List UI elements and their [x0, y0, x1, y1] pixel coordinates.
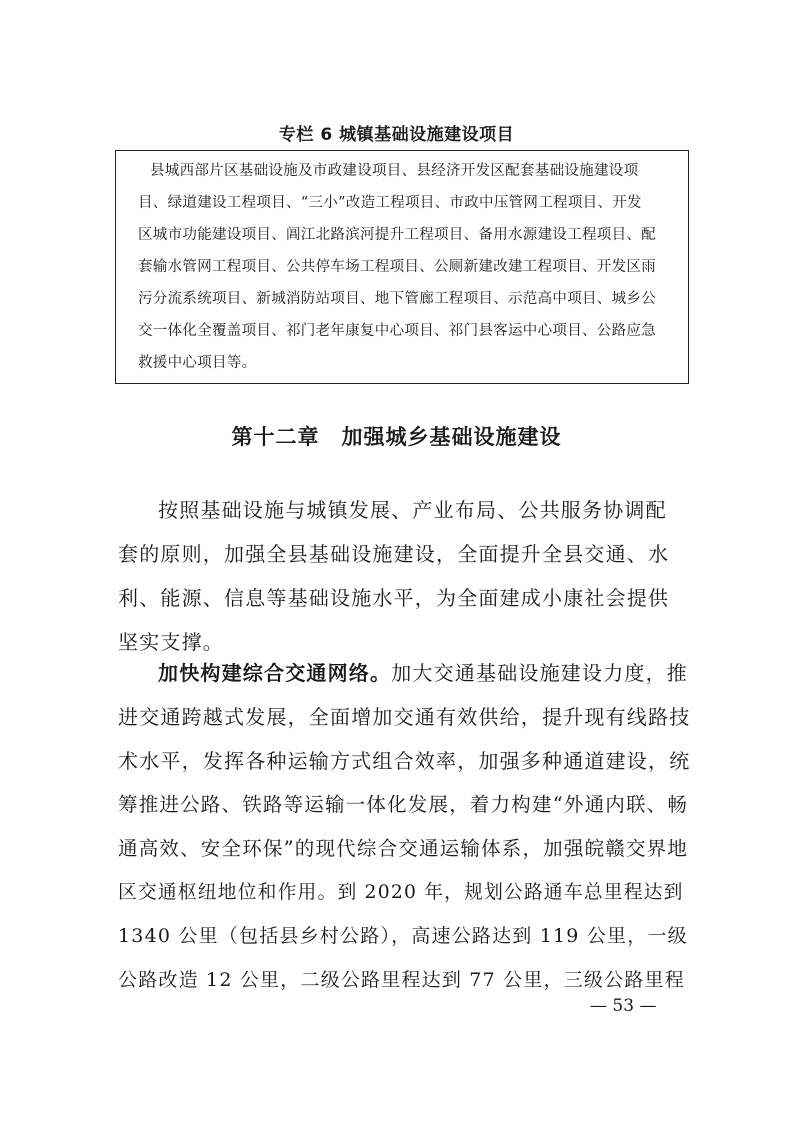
paragraph-line: 筹推进公路、铁路等运输一体化发展，着力构建“外通内联、畅 — [118, 793, 689, 816]
project-box — [115, 150, 689, 384]
section-lead: 加快构建综合交通网络。 — [158, 661, 392, 685]
page-number: — 53 — — [590, 996, 657, 1016]
paragraph-line: 术水平，发挥各种运输方式组合效率，加强多种通道建设，统 — [118, 749, 691, 773]
paragraph-line: 通高效、安全环保”的现代综合交通运输体系，加强皖赣交界地 — [118, 837, 689, 860]
paragraph-line: 坚实支撑。 — [118, 630, 224, 654]
box-line: 区城市功能建设项目、阊江北路滨河提升工程项目、备用水源建设工程项目、配 — [138, 227, 656, 243]
paragraph-line: 公路改造 12 公里，二级公路里程达到 77 公里，三级公路里程 — [118, 969, 685, 991]
box-line: 目、绿道建设工程项目、“三小”改造工程项目、市政中压管网工程项目、开发 — [138, 195, 642, 211]
paragraph-line: 按照基础设施与城镇发展、产业布局、公共服务协调配 — [158, 498, 667, 522]
chapter-title: 加强城乡基础设施建设 — [341, 425, 562, 449]
box-line: 交一体化全覆盖项目、祁门老年康复中心项目、祁门县客运中心项目、公路应急 — [138, 323, 656, 339]
paragraph-line: 1340 公里（包括县乡村公路），高速公路达到 119 公里，一级 — [118, 925, 688, 947]
box-line: 救援中心项目等。 — [138, 355, 257, 371]
paragraph-line: 利、能源、信息等基础设施水平，为全面建成小康社会提供 — [118, 586, 670, 610]
paragraph-line: 套的原则，加强全县基础设施建设，全面提升全县交通、水 — [118, 542, 670, 566]
paragraph-line — [158, 657, 688, 686]
box-line: 县城西部片区基础设施及市政建设项目、县经济开发区配套基础设施建设项 — [150, 163, 639, 179]
paragraph-line: 区交通枢纽地位和作用。到 2020 年，规划公路通车总里程达到 — [118, 882, 684, 903]
paragraph-line: 进交通跨越式发展，全面增加交通有效供给，提升现有线路技 — [118, 705, 691, 729]
box-title: 专栏 6 城镇基础设施建设项目 — [278, 125, 515, 145]
box-line: 套输水管网工程项目、公共停车场工程项目、公厕新建改建工程项目、开发区雨 — [138, 259, 656, 275]
chapter-heading — [0, 421, 793, 451]
chapter-number: 第十二章 — [231, 425, 320, 449]
box-line: 污分流系统项目、新城消防站项目、地下管廊工程项目、示范高中项目、城乡公 — [138, 291, 656, 307]
paragraph-text: 加大交通基础设施建设力度，推 — [391, 661, 689, 685]
